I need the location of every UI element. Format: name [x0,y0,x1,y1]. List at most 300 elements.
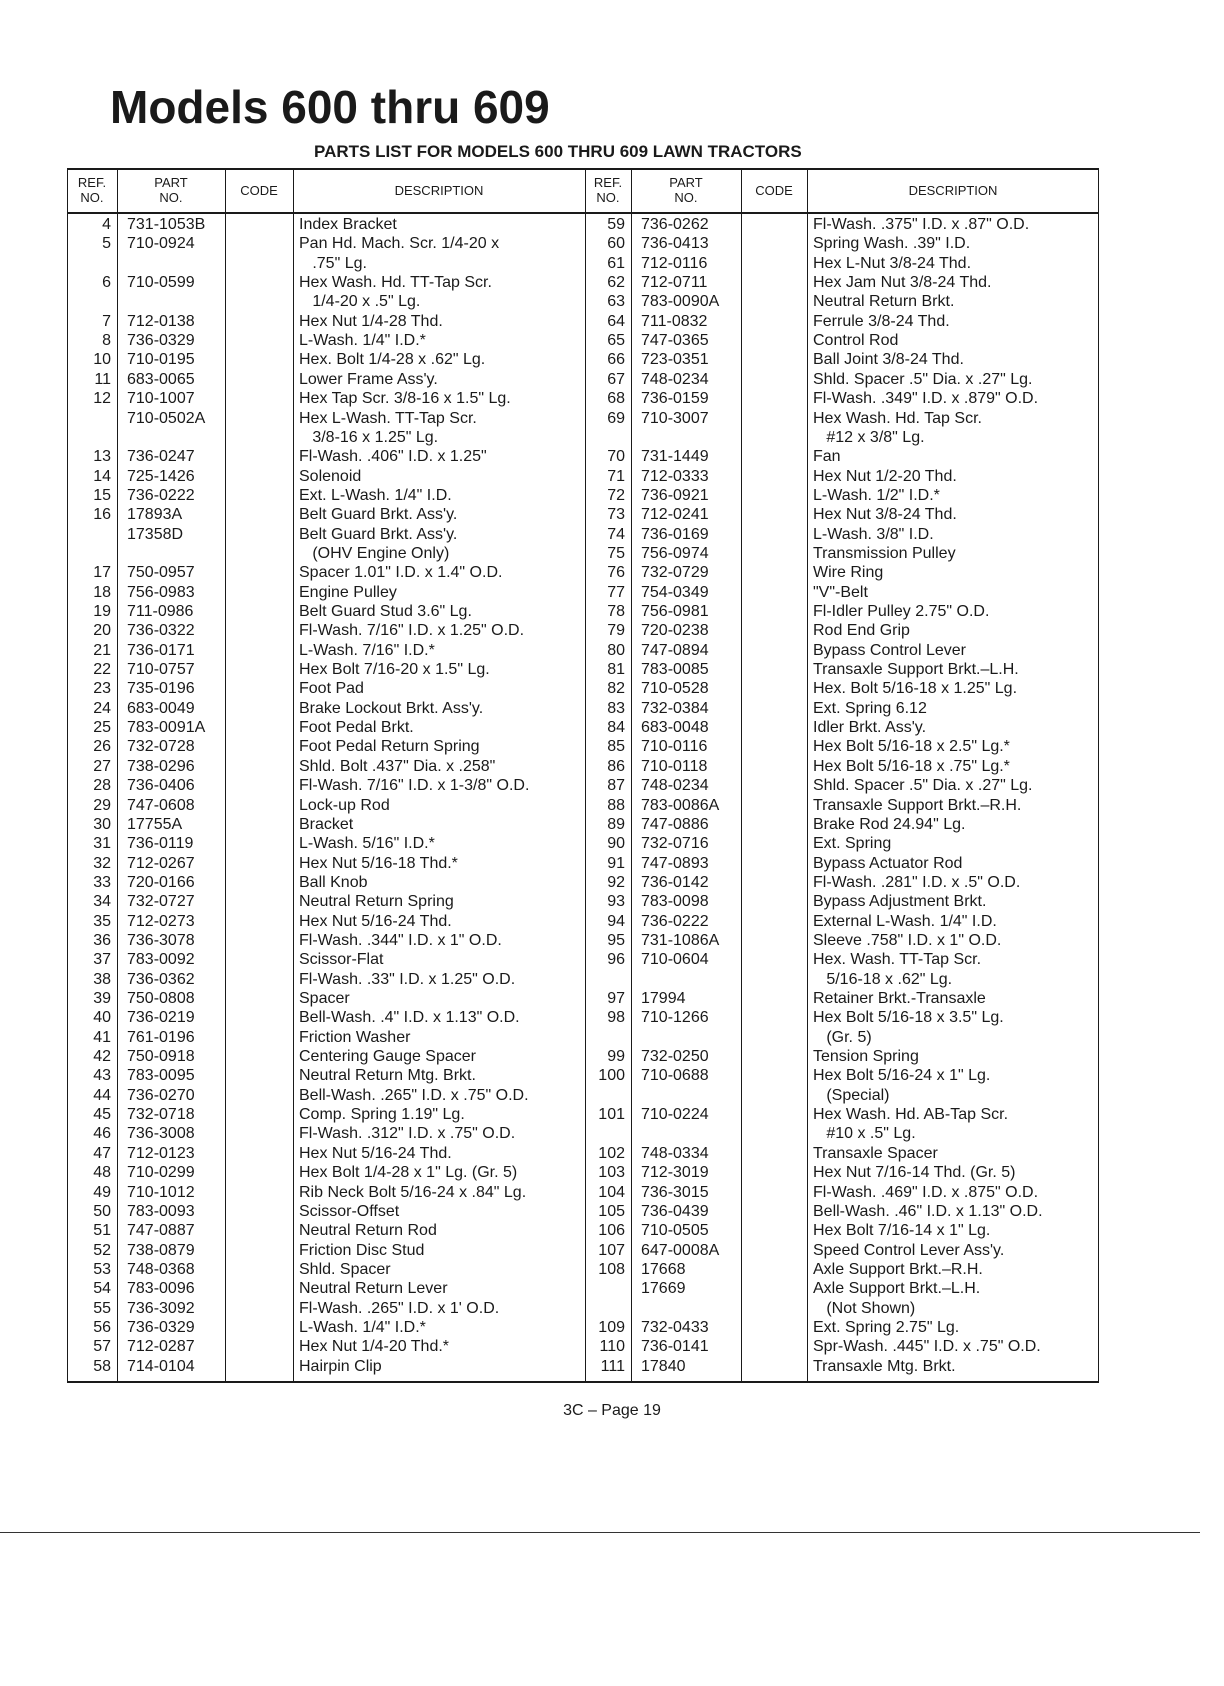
part-no-cell: 761-0196 [127,1028,195,1046]
ref-no-cell: 88 [607,796,625,814]
description-cell: Hex Nut 1/4-20 Thd.* [299,1338,450,1356]
part-no-cell: 736-0159 [641,390,709,408]
ref-no-cell: 101 [598,1106,625,1124]
description-cell: Spacer 1.01" I.D. x 1.4" O.D. [299,564,503,582]
part-no-cell: 754-0349 [641,583,709,601]
description-cell: Solenoid [299,467,362,485]
part-no-cell: 710-3007 [641,409,709,427]
description-cell: Spacer [299,990,350,1007]
ref-no-cell: 87 [607,777,625,795]
ref-no-cell: 6 [102,274,111,292]
description-cell: Fl-Wash. .265" I.D. x 1' O.D. [299,1299,500,1317]
description-cell: Bell-Wash. .4" I.D. x 1.13" O.D. [299,1009,520,1027]
ref-no-cell: 11 [94,370,111,388]
ref-no-cell: 89 [607,815,625,833]
description-cell: Bracket [299,815,354,833]
part-no-cell: 732-0718 [127,1106,195,1124]
ref-no-cell: 107 [598,1241,625,1259]
ref-no-cell: 24 [93,699,111,717]
part-no-cell: 17669 [641,1280,686,1298]
part-no-cell: 736-0219 [127,1009,195,1027]
ref-no-cell: 5 [102,235,111,253]
description-cell: Hex Bolt 7/16-14 x 1" Lg. [813,1222,991,1240]
ref-no-cell: 75 [607,544,625,562]
part-no-cell: 783-0095 [127,1067,195,1085]
part-no-cell: 712-0267 [127,854,195,872]
ref-no-cell: 23 [93,680,111,698]
description-cell: 3/8-16 x 1.25" Lg. [299,428,439,446]
part-no-cell: 732-0716 [641,835,709,853]
description-cell: Transaxle Mtg. Brkt. [813,1357,956,1375]
part-no-cell: 732-0433 [641,1318,709,1336]
description-cell: Fl-Idler Pulley 2.75" O.D. [813,603,990,620]
part-no-cell: 783-0093 [127,1202,195,1220]
column-rule [631,168,632,1383]
part-no-cell: 747-0893 [641,854,709,872]
column-rule [741,168,742,1383]
part-no-cell: 732-0728 [127,738,195,756]
part-no-cell: 731-1086A [641,931,720,949]
ref-no-cell: 54 [93,1280,111,1298]
ref-no-cell: 7 [102,312,111,330]
part-no-cell: 783-0092 [127,951,195,969]
description-cell: Shld. Spacer .5" Dia. x .27" Lg. [813,777,1033,795]
ref-no-cell: 37 [93,951,111,969]
part-no-cell: 710-0502A [127,409,206,427]
description-cell: Transaxle Support Brkt.–L.H. [813,661,1019,679]
ref-no-cell: 72 [607,486,625,504]
part-no-cell: 736-0362 [127,970,195,988]
description-cell: Index Bracket [299,216,397,233]
part-no-cell: 710-0224 [641,1106,709,1124]
ref-no-cell: 36 [93,931,111,949]
part-no-cell: 783-0086A [641,796,720,814]
part-no-cell: 17358D [127,525,184,543]
description-cell: Hex Wash. Hd. AB-Tap Scr. [813,1106,1009,1124]
part-no-cell: 736-3092 [127,1299,195,1317]
ref-no-cell: 110 [599,1338,625,1356]
ref-no-cell: 47 [93,1144,111,1162]
description-cell: Rod End Grip [813,622,910,640]
description-cell: Belt Guard Stud 3.6" Lg. [299,603,472,620]
description-cell: Fl-Wash. .33" I.D. x 1.25" O.D. [299,970,516,988]
part-no-cell: 712-0711 [641,274,708,292]
description-cell: Ext. Spring [813,835,892,853]
description-cell: Friction Washer [299,1028,411,1046]
description-cell: Fl-Wash. .406" I.D. x 1.25" [299,448,487,466]
description-cell: Neutral Return Spring [299,893,454,911]
description-cell: Shld. Spacer .5" Dia. x .27" Lg. [813,370,1033,388]
description-cell: L-Wash. 1/4" I.D.* [299,332,426,350]
description-cell: Brake Rod 24.94" Lg. [813,815,966,833]
part-no-cell: 738-0296 [127,757,195,775]
description-cell: Hex Wash. Hd. Tap Scr. [813,409,982,427]
description-cell: Brake Lockout Brkt. Ass'y. [299,699,484,717]
part-no-cell: 17755A [127,815,183,833]
part-no-cell: 710-0505 [641,1222,709,1240]
part-no-cell: 732-0727 [127,893,195,911]
description-cell: "V"-Belt [813,583,868,601]
description-cell: Hex Bolt 5/16-18 x .75" Lg.* [813,757,1010,775]
ref-no-cell: 33 [93,873,111,891]
parts-table [67,168,1099,1686]
ref-no-cell: 18 [93,583,111,601]
page-footer: 3C – Page 19 [563,1402,661,1419]
ref-no-cell: 98 [607,1009,625,1027]
description-cell: Bypass Control Lever [813,641,966,659]
part-no-cell: 736-0329 [127,1318,195,1336]
description-cell: Shld. Bolt .437" Dia. x .258" [299,757,496,775]
description-cell: Ferrule 3/8-24 Thd. [813,312,950,330]
part-no-cell: 710-0688 [641,1067,709,1085]
description-cell: Fl-Wash. .375" I.D. x .87" O.D. [813,216,1030,233]
ref-no-cell: 69 [607,409,625,427]
ref-no-cell: 22 [93,661,111,679]
ref-no-cell: 97 [607,990,625,1007]
part-no-cell: 738-0879 [127,1241,195,1259]
column-rule [1098,168,1099,1383]
column-rule [293,168,294,1383]
part-no-cell: 756-0974 [641,544,709,562]
header-ref-right: REF. NO. [593,175,623,205]
part-no-cell: 736-0270 [127,1086,195,1104]
part-no-cell: 756-0983 [127,583,195,601]
ref-no-cell: 15 [93,486,111,504]
ref-no-cell: 12 [93,390,111,408]
description-cell: Transaxle Spacer [813,1144,938,1162]
part-no-cell: 712-0123 [127,1144,195,1162]
ref-no-cell: 62 [607,274,625,292]
part-no-cell: 732-0384 [641,699,709,717]
ref-no-cell: 81 [607,661,625,679]
description-cell: External L-Wash. 1/4" I.D. [813,912,997,930]
ref-no-cell: 63 [607,293,625,311]
ref-no-cell: 16 [93,506,111,524]
ref-no-cell: 42 [93,1048,111,1066]
description-cell: L-Wash. 1/4" I.D.* [299,1318,426,1336]
ref-no-cell: 76 [607,564,625,582]
ref-no-cell: 91 [607,854,625,872]
description-cell: Hairpin Clip [299,1357,382,1375]
ref-no-cell: 65 [607,332,625,350]
part-no-cell: 647-0008A [641,1241,720,1259]
header-rule [67,212,1099,214]
description-cell: Hex Tap Scr. 3/8-16 x 1.5" Lg. [299,390,511,408]
description-cell: Transmission Pulley [813,544,956,562]
ref-no-cell: 28 [93,777,111,795]
ref-no-cell: 105 [598,1202,625,1220]
ref-no-cell: 90 [607,835,625,853]
description-cell: 5/16-18 x .62" Lg. [813,970,953,988]
ref-no-cell: 39 [93,990,111,1007]
ref-no-cell: 96 [607,951,625,969]
ref-no-cell: 79 [607,622,625,640]
part-no-cell: 736-0169 [641,525,709,543]
ref-no-cell: 92 [607,873,625,891]
description-cell: Control Rod [813,332,899,350]
description-cell: Fl-Wash. .312" I.D. x .75" O.D. [299,1125,516,1143]
part-no-cell: 710-0599 [127,274,195,292]
ref-no-cell: 84 [607,719,625,737]
description-cell: Ext. Spring 6.12 [813,699,927,717]
description-cell: Speed Control Lever Ass'y. [813,1241,1005,1259]
part-no-cell: 736-0329 [127,332,195,350]
description-cell: Axle Support Brkt.–R.H. [813,1260,983,1278]
part-no-cell: 712-0116 [641,254,708,272]
description-cell: Ext. L-Wash. 1/4" I.D. [299,486,452,504]
description-cell: Hex Bolt 5/16-18 x 2.5" Lg.* [813,738,1010,756]
description-cell: Friction Disc Stud [299,1241,425,1259]
part-no-cell: 747-0894 [641,641,709,659]
ref-no-cell: 77 [607,583,625,601]
ref-no-cell: 46 [93,1125,111,1143]
part-no-cell: 710-0118 [641,757,708,775]
part-no-cell: 710-0299 [127,1164,195,1182]
description-cell: Shld. Spacer [299,1260,391,1278]
part-no-cell: 710-0195 [127,351,195,369]
description-cell: Bell-Wash. .265" I.D. x .75" O.D. [299,1086,529,1104]
part-no-cell: 736-0141 [641,1338,709,1356]
ref-no-cell: 40 [93,1009,111,1027]
ref-no-cell: 66 [607,351,625,369]
ref-no-cell: 34 [93,893,111,911]
part-no-cell: 748-0368 [127,1260,195,1278]
description-cell: (Not Shown) [813,1299,916,1317]
ref-no-cell: 44 [93,1086,111,1104]
part-no-cell: 710-0924 [127,235,195,253]
ref-no-cell: 14 [93,467,111,485]
description-cell: Hex. Wash. TT-Tap Scr. [813,951,982,969]
ref-no-cell: 64 [607,312,625,330]
description-cell: Idler Brkt. Ass'y. [813,719,927,737]
part-no-cell: 710-1007 [127,390,195,408]
ref-no-cell: 48 [93,1164,111,1182]
part-no-cell: 17840 [641,1357,686,1375]
header-part-right: PART NO. [669,175,703,205]
description-cell: L-Wash. 1/2" I.D.* [813,486,940,504]
ref-no-cell: 31 [93,835,111,853]
description-cell: Centering Gauge Spacer [299,1048,476,1066]
ref-no-cell: 99 [607,1048,625,1066]
page-title: Models 600 thru 609 [110,81,550,133]
ref-no-cell: 106 [598,1222,625,1240]
part-no-cell: 783-0090A [641,293,720,311]
description-cell: Rib Neck Bolt 5/16-24 x .84" Lg. [299,1183,527,1201]
description-cell: Belt Guard Brkt. Ass'y. [299,525,458,543]
description-cell: Ball Knob [299,873,368,891]
ref-no-cell: 108 [598,1260,625,1278]
description-cell: Fl-Wash. .469" I.D. x .875" O.D. [813,1183,1039,1201]
description-cell: Sleeve .758" I.D. x 1" O.D. [813,931,1002,949]
ref-no-cell: 35 [93,912,111,930]
ref-no-cell: 82 [607,680,625,698]
ref-no-cell: 74 [607,525,625,543]
description-cell: Spring Wash. .39" I.D. [813,235,971,253]
column-rule [117,168,118,1383]
description-cell: Hex Nut 3/8-24 Thd. [813,506,957,524]
description-cell: Ext. Spring 2.75" Lg. [813,1318,960,1336]
table-bottom-rule [67,1381,1099,1383]
ref-no-cell: 20 [93,622,111,640]
part-no-cell: 710-0116 [641,738,708,756]
description-cell: Lower Frame Ass'y. [299,370,438,388]
part-no-cell: 747-0886 [641,815,709,833]
part-no-cell: 17668 [641,1260,686,1278]
part-no-cell: 736-0222 [127,486,195,504]
description-cell: Wire Ring [813,564,884,582]
part-no-cell: 710-0604 [641,951,709,969]
ref-no-cell: 80 [607,641,625,659]
part-no-cell: 731-1449 [641,448,709,466]
part-no-cell: 723-0351 [641,351,709,369]
part-no-cell: 750-0957 [127,564,195,582]
ref-no-cell: 67 [607,370,625,388]
description-cell: (Special) [813,1086,890,1104]
part-no-cell: 712-3019 [641,1164,709,1182]
description-cell: Hex Bolt 5/16-18 x 3.5" Lg. [813,1009,1004,1027]
description-cell: Hex Nut 5/16-24 Thd. [299,912,452,930]
part-no-cell: 747-0887 [127,1222,195,1240]
part-no-cell: 720-0238 [641,622,709,640]
ref-no-cell: 95 [607,931,625,949]
description-cell: Bell-Wash. .46" I.D. x 1.13" O.D. [813,1202,1043,1220]
description-cell: Spr-Wash. .445" I.D. x .75" O.D. [813,1338,1041,1356]
ref-no-cell: 94 [607,912,625,930]
part-no-cell: 747-0365 [641,332,709,350]
part-no-cell: 736-0247 [127,448,195,466]
description-cell: Bypass Adjustment Brkt. [813,893,987,911]
part-no-cell: 736-3015 [641,1183,709,1201]
description-cell: Comp. Spring 1.19" Lg. [299,1106,465,1124]
description-cell: Pan Hd. Mach. Scr. 1/4-20 x [299,235,500,253]
description-cell: Fl-Wash. 7/16" I.D. x 1-3/8" O.D. [299,777,530,795]
ref-no-cell: 13 [93,448,111,466]
part-no-cell: 732-0250 [641,1048,709,1066]
ref-no-cell: 17 [93,564,111,582]
description-cell: #12 x 3/8" Lg. [813,428,925,446]
part-no-cell: 783-0096 [127,1280,195,1298]
part-no-cell: 736-0921 [641,486,709,504]
part-no-cell: 712-0241 [641,506,709,524]
description-cell: L-Wash. 7/16" I.D.* [299,641,435,659]
part-no-cell: 750-0808 [127,990,195,1007]
ref-no-cell: 27 [93,757,111,775]
part-no-cell: 714-0104 [127,1357,195,1375]
description-cell: Hex Bolt 1/4-28 x 1" Lg. (Gr. 5) [299,1164,518,1182]
description-cell: Hex Nut 7/16-14 Thd. (Gr. 5) [813,1164,1016,1182]
description-cell: Hex L-Nut 3/8-24 Thd. [813,254,972,272]
part-no-cell: 710-0528 [641,680,709,698]
ref-no-cell: 10 [93,351,111,369]
ref-no-cell: 68 [607,390,625,408]
ref-no-cell: 29 [93,796,111,814]
part-no-cell: 711-0986 [127,603,194,620]
description-cell: Hex. Bolt 1/4-28 x .62" Lg. [299,351,486,369]
ref-no-cell: 25 [93,719,111,737]
part-no-cell: 732-0729 [641,564,709,582]
description-cell: Bypass Actuator Rod [813,854,963,872]
ref-no-cell: 93 [607,893,625,911]
description-cell: Hex Nut 1/4-28 Thd. [299,312,443,330]
ref-no-cell: 78 [607,603,625,620]
description-cell: (OHV Engine Only) [299,544,450,562]
part-no-cell: 710-0757 [127,661,195,679]
part-no-cell: 725-1426 [127,467,195,485]
description-cell: Hex Bolt 7/16-20 x 1.5" Lg. [299,661,490,679]
column-rule [807,168,808,1383]
ref-no-cell: 21 [93,641,111,659]
ref-no-cell: 32 [93,854,111,872]
description-cell: L-Wash. 5/16" I.D.* [299,835,435,853]
ref-no-cell: 109 [598,1318,625,1336]
part-no-cell: 736-3008 [127,1125,195,1143]
part-no-cell: 748-0234 [641,370,709,388]
ref-no-cell: 86 [607,757,625,775]
ref-no-cell: 104 [598,1183,625,1201]
ref-no-cell: 50 [93,1202,111,1220]
header-code-right: CODE [755,182,793,198]
ref-no-cell: 53 [93,1260,111,1278]
part-no-cell: 736-0322 [127,622,195,640]
part-no-cell: 736-0119 [127,835,194,853]
ref-no-cell: 51 [93,1222,111,1240]
ref-no-cell: 59 [607,216,625,233]
part-no-cell: 17893A [127,506,183,524]
parts-list-subtitle: PARTS LIST FOR MODELS 600 THRU 609 LAWN TRACTORS [314,142,802,161]
ref-no-cell: 61 [607,254,625,272]
ref-no-cell: 70 [607,448,625,466]
part-no-cell: 712-0287 [127,1338,195,1356]
header-part-left: PART NO. [154,175,188,205]
ref-no-cell: 56 [93,1318,111,1336]
page-bottom-rule [0,1532,1200,1533]
part-no-cell: 712-0138 [127,312,195,330]
description-cell: Foot Pedal Return Spring [299,738,480,756]
ref-no-cell: 83 [607,699,625,717]
part-no-cell: 750-0918 [127,1048,195,1066]
description-cell: Lock-up Rod [299,796,390,814]
ref-no-cell: 19 [93,603,111,620]
ref-no-cell: 4 [102,216,111,233]
ref-no-cell: 111 [600,1357,625,1375]
description-cell: Retainer Brkt.-Transaxle [813,990,986,1007]
column-rule [67,168,68,1383]
description-cell: Hex Wash. Hd. TT-Tap Scr. [299,274,492,292]
description-cell: Hex Nut 5/16-24 Thd. [299,1144,452,1162]
ref-no-cell: 43 [93,1067,111,1085]
table-top-rule [67,168,1099,170]
description-cell: Axle Support Brkt.–L.H. [813,1280,981,1298]
part-no-cell: 720-0166 [127,873,195,891]
description-cell: 1/4-20 x .5" Lg. [299,293,421,311]
description-cell: Tension Spring [813,1048,919,1066]
part-no-cell: 735-0196 [127,680,195,698]
description-cell: Neutral Return Rod [299,1222,437,1240]
description-cell: Hex Nut 1/2-20 Thd. [813,467,957,485]
description-cell: Engine Pulley [299,583,397,601]
part-no-cell: 736-0406 [127,777,195,795]
part-no-cell: 736-0439 [641,1202,709,1220]
description-cell: Transaxle Support Brkt.–R.H. [813,796,1022,814]
part-no-cell: 736-0413 [641,235,709,253]
ref-no-cell: 60 [607,235,625,253]
description-cell: Fl-Wash. .349" I.D. x .879" O.D. [813,390,1039,408]
description-cell: L-Wash. 3/8" I.D. [813,525,934,543]
description-cell: Foot Pad [299,680,364,698]
description-cell: .75" Lg. [299,254,367,272]
header-code-left: CODE [240,182,278,198]
ref-no-cell: 103 [598,1164,625,1182]
